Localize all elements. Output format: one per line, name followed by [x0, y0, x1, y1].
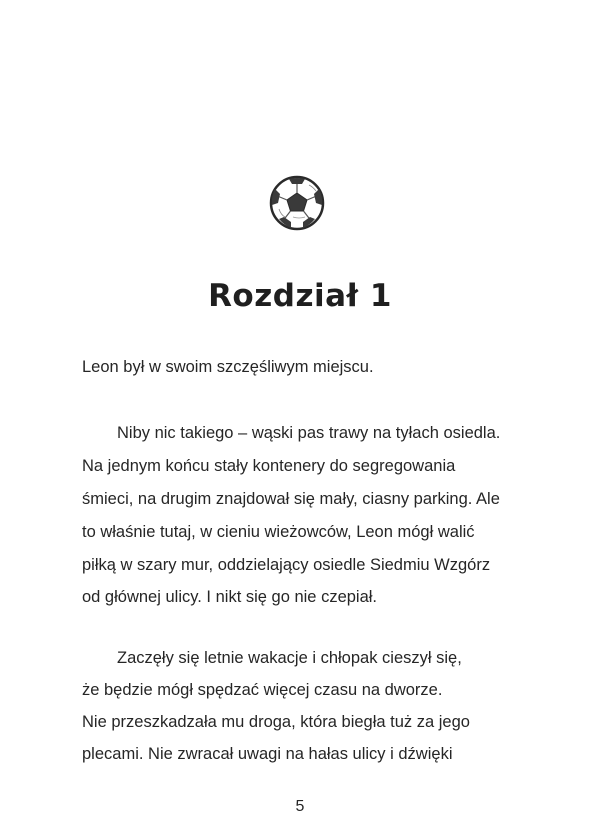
text-line: Zaczęły się letnie wakacje i chłopak cieszył się, — [117, 649, 462, 667]
text-line: że będzie mógł spędzać więcej czasu na dworze. — [82, 681, 443, 699]
text-line: śmieci, na drugim znajdował się mały, ciasny parking. Ale — [82, 490, 500, 508]
soccer-ball-icon — [269, 175, 325, 231]
text-line: Niby nic takiego – wąski pas trawy na tyłach osiedla. — [117, 424, 501, 442]
page-number: 5 — [295, 798, 305, 815]
text-line: to właśnie tutaj, w cieniu wieżowców, Leon mógł walić — [82, 523, 475, 541]
text-line: piłką w szary mur, oddzielający osiedle Siedmiu Wzgórz — [82, 556, 491, 574]
text-line: od głównej ulicy. I nikt się go nie czepiał. — [82, 588, 378, 606]
text-line: Na jednym końcu stały kontenery do segregowania — [82, 457, 456, 475]
text-line: plecami. Nie zwracał uwagi na hałas ulicy i dźwięki — [82, 745, 453, 763]
text-line: Nie przeszkadzała mu droga, która biegła tuż za jego — [82, 713, 470, 731]
chapter-title: Rozdział 1 — [208, 278, 392, 314]
text-line: Leon był w swoim szczęśliwym miejscu. — [82, 358, 374, 376]
